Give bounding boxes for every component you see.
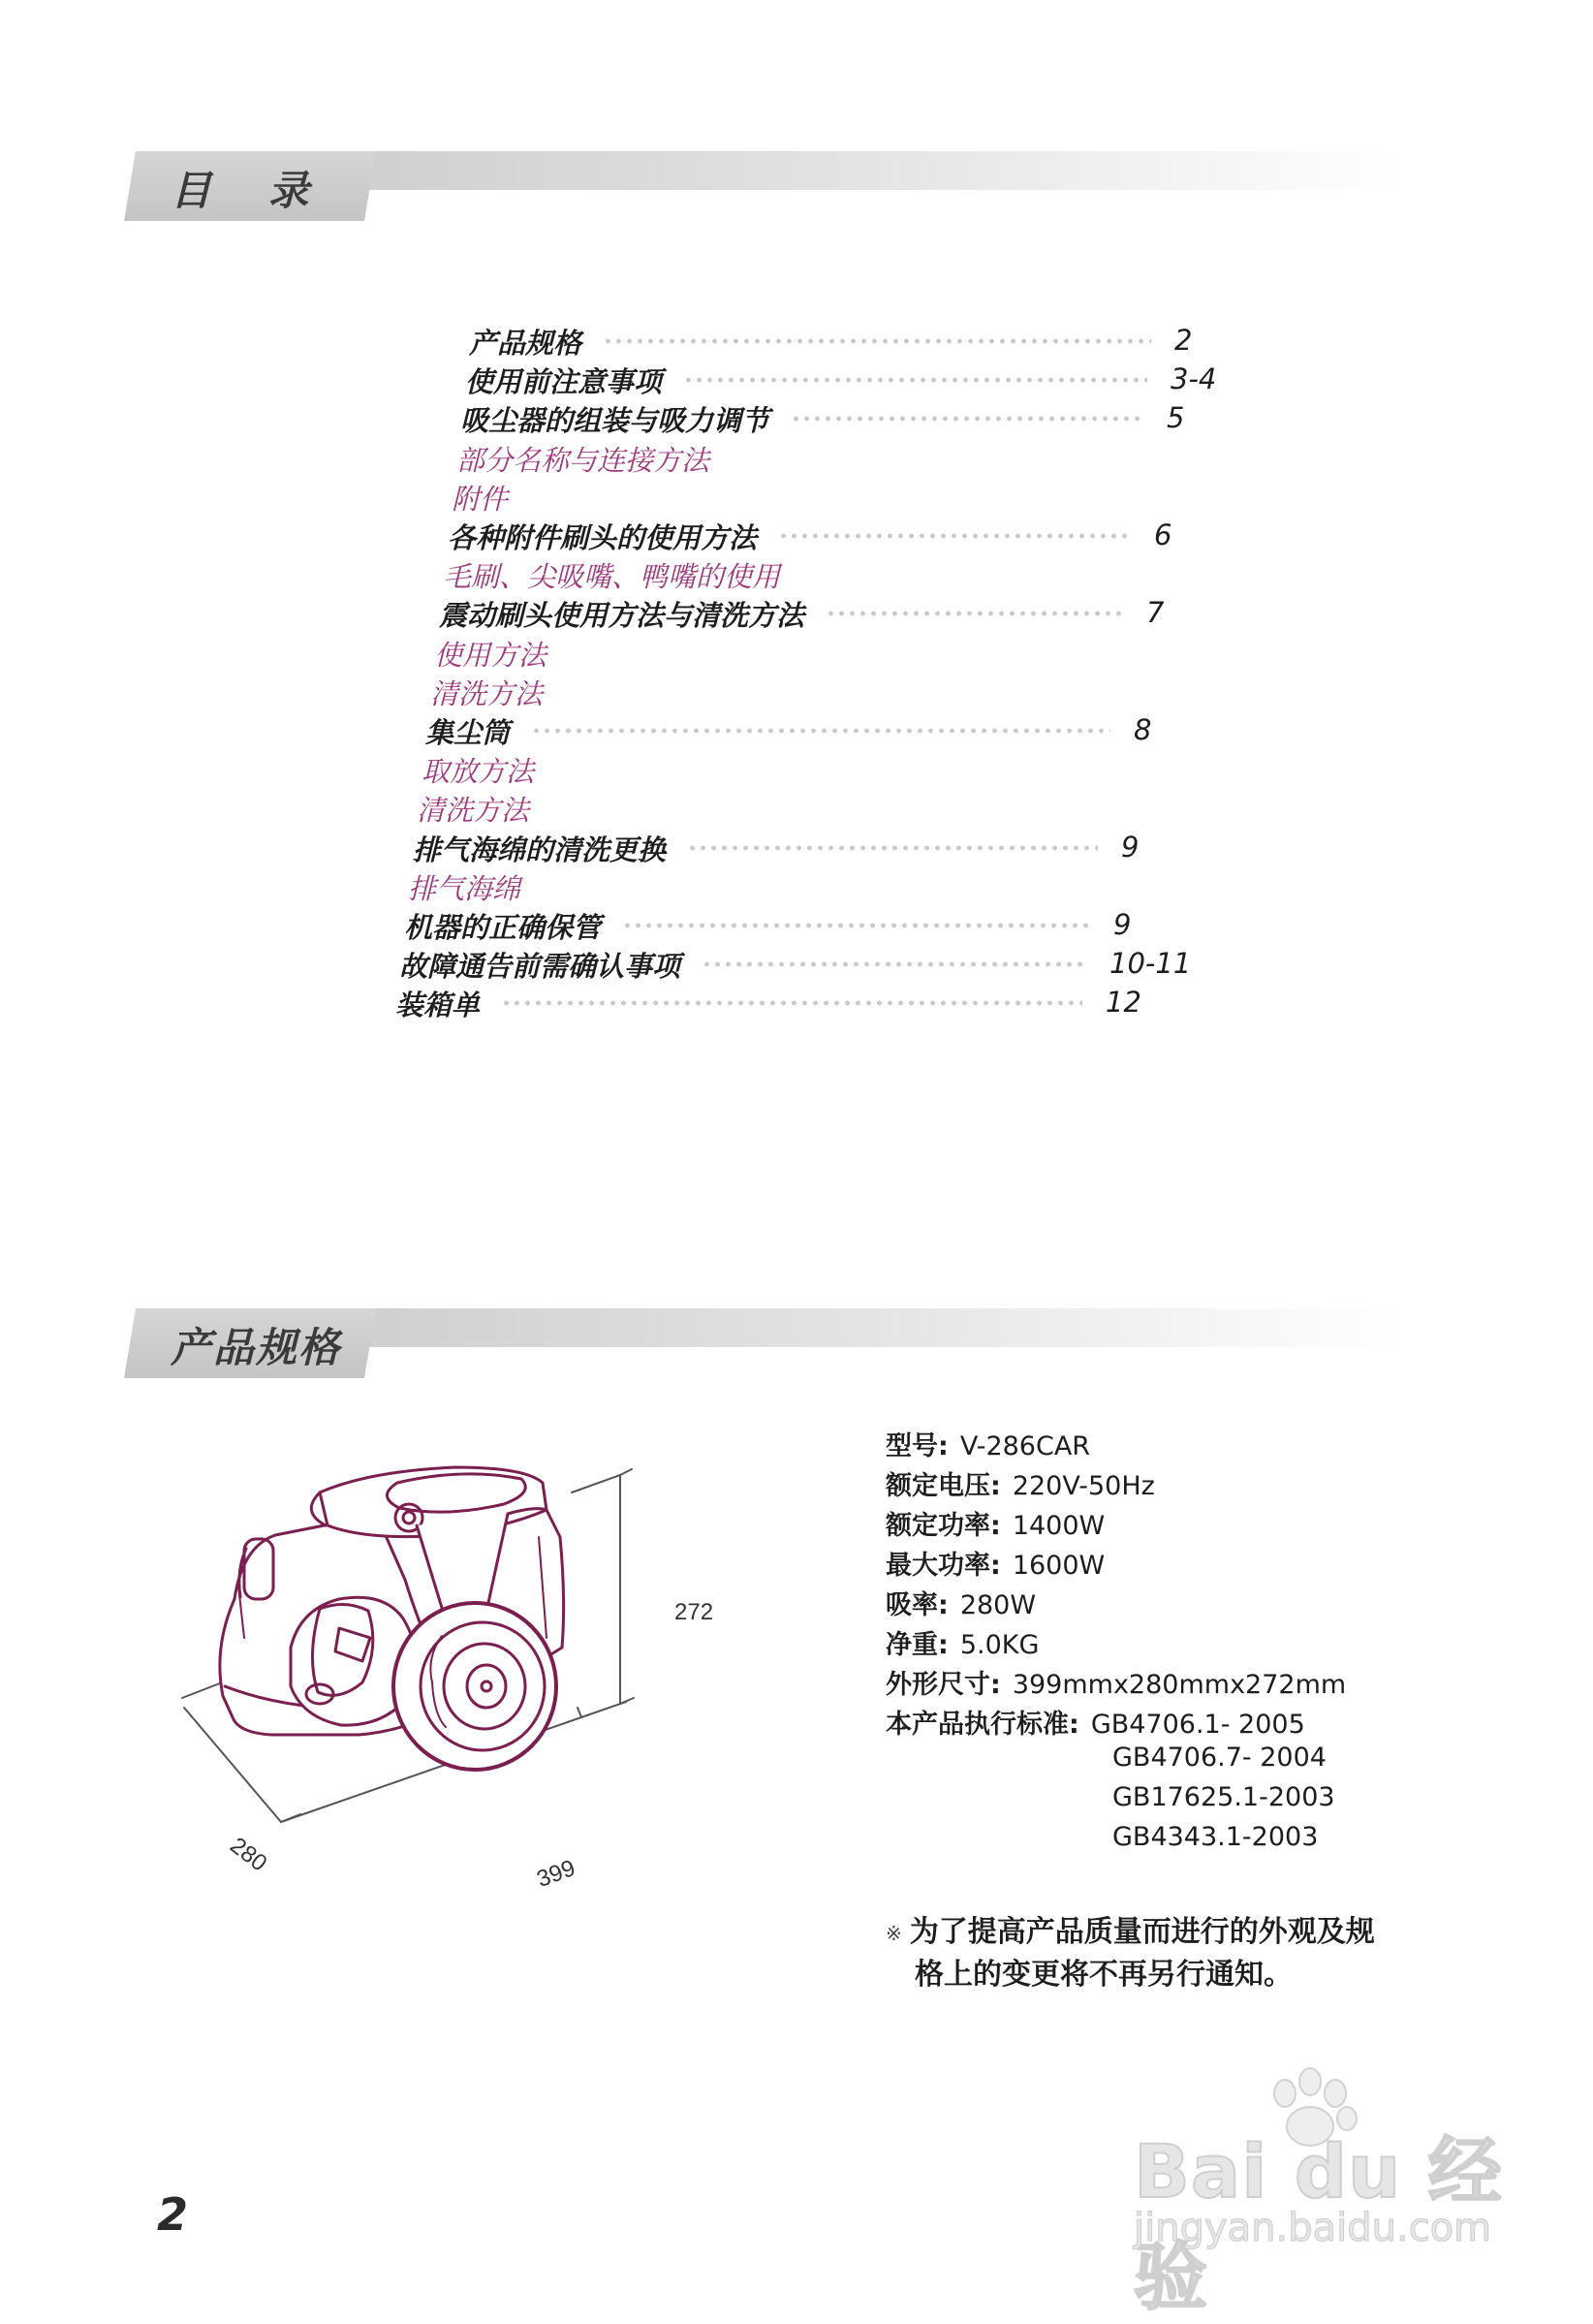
spec-value: GB4706.1- 2005 [1090,1710,1305,1740]
toc-entry-page: 9 [1113,908,1132,941]
spec-key: 外形尺寸: [886,1670,1001,1700]
baidu-watermark [1124,2064,1531,2320]
toc-entry [460,399,769,438]
toc-entry-label: 故障通告前需确认事项 [399,949,681,983]
header-rail [357,151,1403,190]
spec-item [886,1703,1305,1741]
spec-item [886,1464,1155,1502]
header-rail [357,1308,1403,1347]
spec-value: 1600W [1012,1551,1106,1581]
spec-key: 吸率: [886,1590,949,1620]
toc-entry-label: 部分名称与连接方法 [456,443,710,477]
spec-value: 1400W [1012,1511,1106,1541]
toc-subentry [456,439,709,478]
spec-key: 最大功率: [886,1551,1001,1581]
toc-entry-label: 产品规格 [469,326,582,360]
toc-subentry [430,673,543,711]
watermark-url: jingyan.baidu.com [1134,2206,1492,2250]
toc-entry-page: 6 [1154,518,1172,551]
toc-entry-page: 3-4 [1171,362,1217,395]
dimension-depth-label: 280 [225,1832,272,1877]
toc-entry-label: 集尘筒 [425,715,511,749]
toc-entry-label: 排气海绵的清洗更换 [413,832,667,866]
spec-key: 净重: [886,1630,949,1660]
standard-line: GB4343.1-2003 [1112,1822,1319,1852]
toc-entry-label: 震动刷头使用方法与清洗方法 [439,598,805,632]
dimension-width-label: 399 [533,1854,579,1894]
spec-item [886,1504,1105,1542]
toc-entry-page: 2 [1174,324,1193,357]
spec-key: 型号: [886,1431,949,1461]
note-line-2: 格上的变更将不再另行通知。 [915,1958,1293,1992]
toc-entry-page: 9 [1121,831,1140,864]
toc-entry-page: 7 [1146,596,1165,629]
toc-title: 目 录 [171,167,330,214]
toc-entry [395,984,480,1022]
toc-entry [469,322,581,361]
spec-key: 额定电压: [886,1471,1001,1501]
spec-header [124,1308,1403,1378]
toc-entry-label: 附件 [452,482,509,516]
spec-value: 280W [959,1590,1037,1620]
toc-entry-label: 使用方法 [434,638,547,672]
toc-subentry [408,867,520,906]
toc-subentry [443,555,780,594]
spec-key: 额定功率: [886,1511,1001,1541]
toc-entry [439,594,804,633]
toc-entry [425,711,510,750]
toc-entry-label: 机器的正确保管 [404,910,602,944]
toc-leader-dots [603,337,1151,345]
page-number: 2 [157,2188,189,2241]
toc-entry-page: 8 [1134,713,1152,746]
vacuum-cleaner-illustration [155,1454,775,1977]
toc-entry-label: 使用前注意事项 [465,364,663,398]
spec-item [886,1623,1039,1661]
spec-title: 产品规格 [171,1324,342,1371]
note-symbol: ※ [886,1921,902,1945]
spec-value: 220V-50Hz [1012,1471,1155,1501]
toc-header [124,151,1403,221]
toc-entry-label: 排气海绵 [408,871,521,905]
toc-entry-label: 吸尘器的组装与吸力调节 [460,403,770,437]
toc-entry [465,361,662,399]
spec-key: 本产品执行标准: [886,1710,1079,1740]
toc-subentry [417,789,529,828]
watermark-brand: Bai du 经验 [1134,2128,1503,2320]
spec-value: 399mmx280mmx272mm [1012,1670,1347,1700]
standard-line: GB17625.1-2003 [1112,1782,1335,1812]
spec-value: 5.0KG [959,1630,1040,1660]
spec-value: V-286CAR [959,1431,1091,1461]
spec-item [886,1584,1036,1621]
toc-subentry [422,750,534,789]
spec-item [886,1544,1105,1582]
spec-item [886,1663,1346,1701]
toc-entry-page: 12 [1106,986,1141,1019]
toc-subentry [452,478,508,517]
toc-entry-label: 各种附件刷头的使用方法 [448,520,758,554]
toc-entry-label: 取放方法 [422,754,535,788]
toc-leader-dots [687,844,1098,852]
toc-entry-label: 装箱单 [395,988,481,1021]
toc-entry [404,906,601,945]
toc-entry-page: 10-11 [1109,947,1192,980]
toc-entry-label: 清洗方法 [430,676,544,710]
toc-leader-dots [531,727,1110,735]
toc-leader-dots [826,610,1123,617]
toc-entry-label: 清洗方法 [417,793,530,827]
toc-leader-dots [501,999,1082,1007]
toc-entry-page: 5 [1167,401,1185,434]
toc-leader-dots [683,376,1147,384]
toc-subentry [434,634,547,673]
toc-leader-dots [702,960,1086,968]
toc-entry [399,945,680,984]
standard-line: GB4706.7- 2004 [1112,1743,1327,1773]
toc-entry [413,829,666,867]
toc-entry [448,517,757,555]
spec-item [886,1425,1090,1462]
toc-leader-dots [791,415,1143,423]
toc-leader-dots [778,532,1131,540]
note-line-1: ※ 为了提高产品质量而进行的外观及规 [886,1915,1375,1949]
dimension-height-label: 272 [674,1599,714,1625]
toc-leader-dots [622,922,1090,929]
toc-entry-label: 毛刷、尖吸嘴、鸭嘴的使用 [443,559,781,593]
